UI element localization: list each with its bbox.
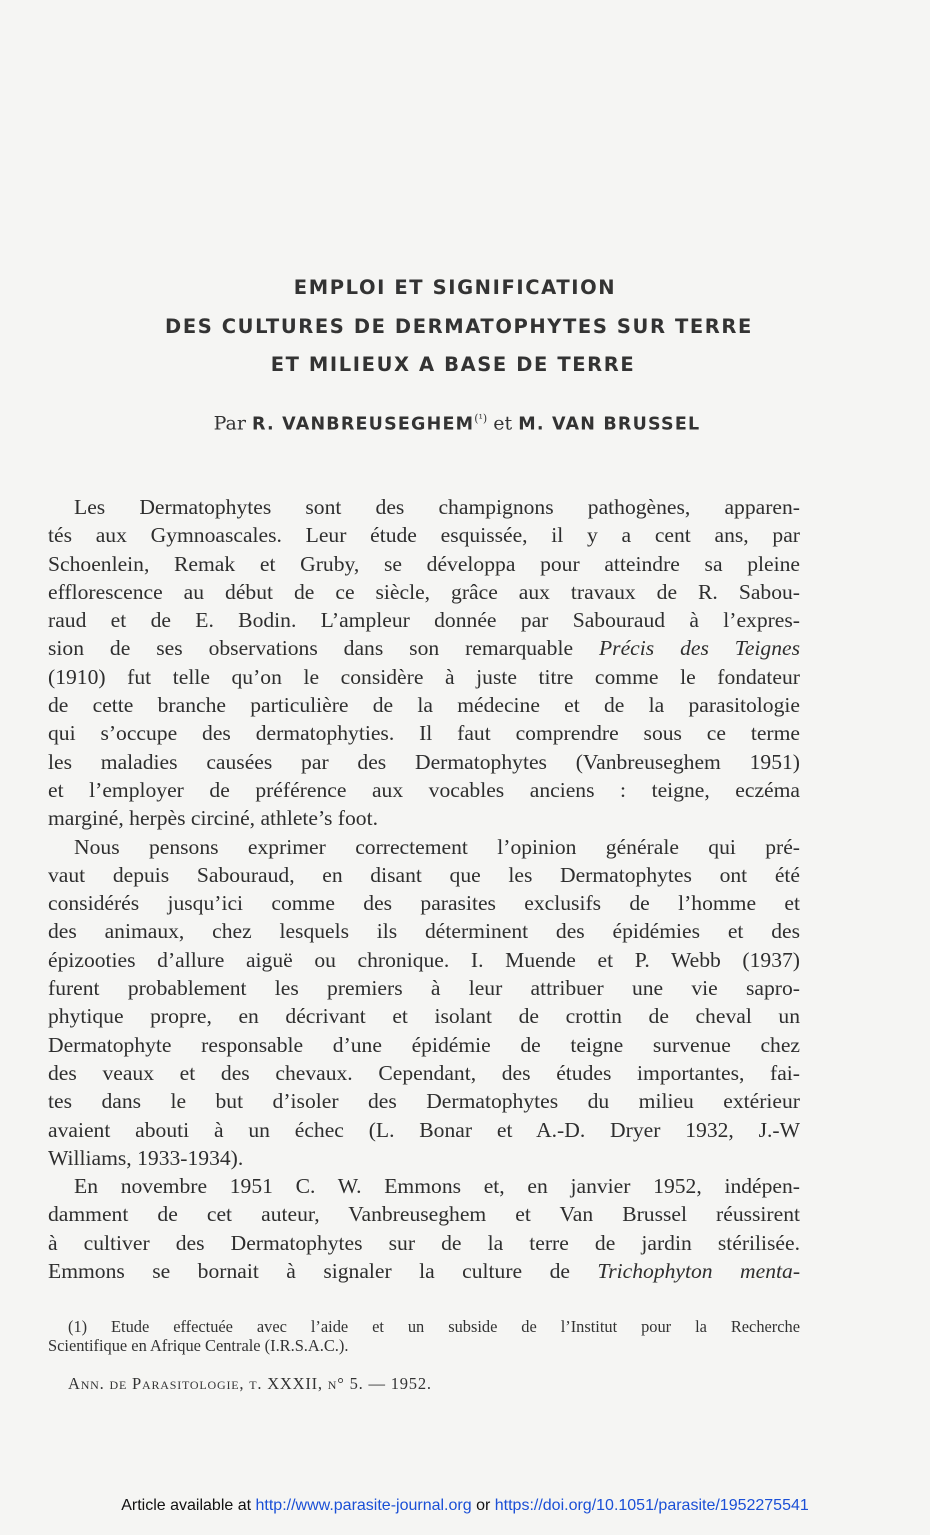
body-text-span: sion de ses observations dans son remarquable [48,636,599,661]
italic-species-name: Trichophyton menta- [597,1259,801,1284]
footnote-line-2: Scientifique en Afrique Centrale (I.R.S.A.C.). [48,1335,349,1355]
body-line: de cette branche particulière de la médecine et de la parasitologie [48,693,800,718]
author-1: R. VANBREUSEGHEM [252,414,475,435]
body-line: avaient abouti à un échec (L. Bonar et A.-D. Dryer 1932, J.-W [48,1117,800,1142]
footnote [48,1318,800,1355]
body-line: considérés jusqu’ici comme des parasites exclusifs de l’homme et [48,891,800,916]
body-line [48,634,800,662]
body-line: efflorescence au début de ce siècle, grâce aux travaux de R. Sabou- [48,579,800,604]
body-line: Williams, 1933-1934). [48,1145,244,1170]
body-line: damment de cet auteur, Vanbreuseghem et Van Brussel réussirent [48,1202,800,1227]
body-line: furent probablement les premiers à leur attribuer une vie sapro- [48,976,800,1001]
footer-prefix: Article available at [121,1497,256,1514]
body-line: épizooties d’allure aiguë ou chronique. I. Muende et P. Webb (1937) [48,947,800,972]
author-2: M. VAN BRUSSEL [518,414,701,435]
body-line: à cultiver des Dermatophytes sur de la terre de jardin stérilisée. [48,1230,800,1255]
article-availability-footer [0,1497,930,1515]
italic-book-title: Précis des Teignes [598,636,800,661]
body-line: tés aux Gymnoascales. Leur étude esquissée, il y a cent ans, par [48,523,800,548]
body-text-span: Emmons se bornait à signaler la culture de [48,1259,598,1284]
authors-prefix: Par [213,412,246,435]
article-title-line-3: ET MILIEUX A BASE DE TERRE [270,353,636,376]
footnote-mark: (¹) [474,412,488,425]
footer-middle: or [471,1497,495,1514]
article-title-line-2: DES CULTURES DE DERMATOPHYTES SUR TERRE [165,315,753,338]
body-text [48,493,800,1285]
body-line: (1910) fut telle qu’on le considère à juste titre comme le fondateur [48,664,800,689]
body-line: Dermatophyte responsable d’une épidémie de teigne survenue chez [48,1032,800,1057]
body-line: et l’employer de préférence aux vocables anciens : teigne, eczéma [48,777,800,802]
authors-line [0,412,922,434]
body-line [48,1257,800,1285]
body-line: vaut depuis Sabouraud, en disant que les Dermatophytes ont été [48,862,800,887]
journal-reference: Ann. de Parasitologie, t. XXXII, n° 5. — 1952. [68,1374,432,1393]
doi-link[interactable]: https://doi.org/10.1051/parasite/1952275541 [494,1497,809,1514]
body-line: marginé, herpès circiné, athlete’s foot. [48,806,378,831]
body-line: raud et de E. Bodin. L’ampleur donnée par Sabouraud à l’expres- [48,608,800,633]
body-line: qui s’occupe des dermatophyties. Il faut comprendre sous ce terme [48,721,800,746]
body-line: En novembre 1951 C. W. Emmons et, en janvier 1952, indépen- [74,1174,800,1199]
body-line: les maladies causées par des Dermatophytes (Vanbreuseghem 1951) [48,749,800,774]
body-line: phytique propre, en décrivant et isolant de crottin de cheval un [48,1004,800,1029]
footnote-line-1: (1) Etude effectuée avec l’aide et un subside de l’Institut pour la Recherche [68,1317,800,1336]
body-line: des veaux et des chevaux. Cependant, des études importantes, fai- [48,1060,800,1085]
body-line: tes dans le but d’isoler des Dermatophytes du milieu extérieur [48,1089,800,1114]
body-line: Nous pensons exprimer correctement l’opinion générale qui pré- [74,834,800,859]
body-line: des animaux, chez lesquels ils déterminent des épidémies et des [48,919,800,944]
article-title-line-1: EMPLOI ET SIGNIFICATION [293,276,617,299]
body-line: Les Dermatophytes sont des champignons pathogènes, apparen- [74,495,800,519]
journal-site-link[interactable]: http://www.parasite-journal.org [255,1497,472,1514]
body-line: Schoenlein, Remak et Gruby, se développa pour atteindre sa pleine [48,551,800,576]
authors-conjunction: et [493,412,513,435]
